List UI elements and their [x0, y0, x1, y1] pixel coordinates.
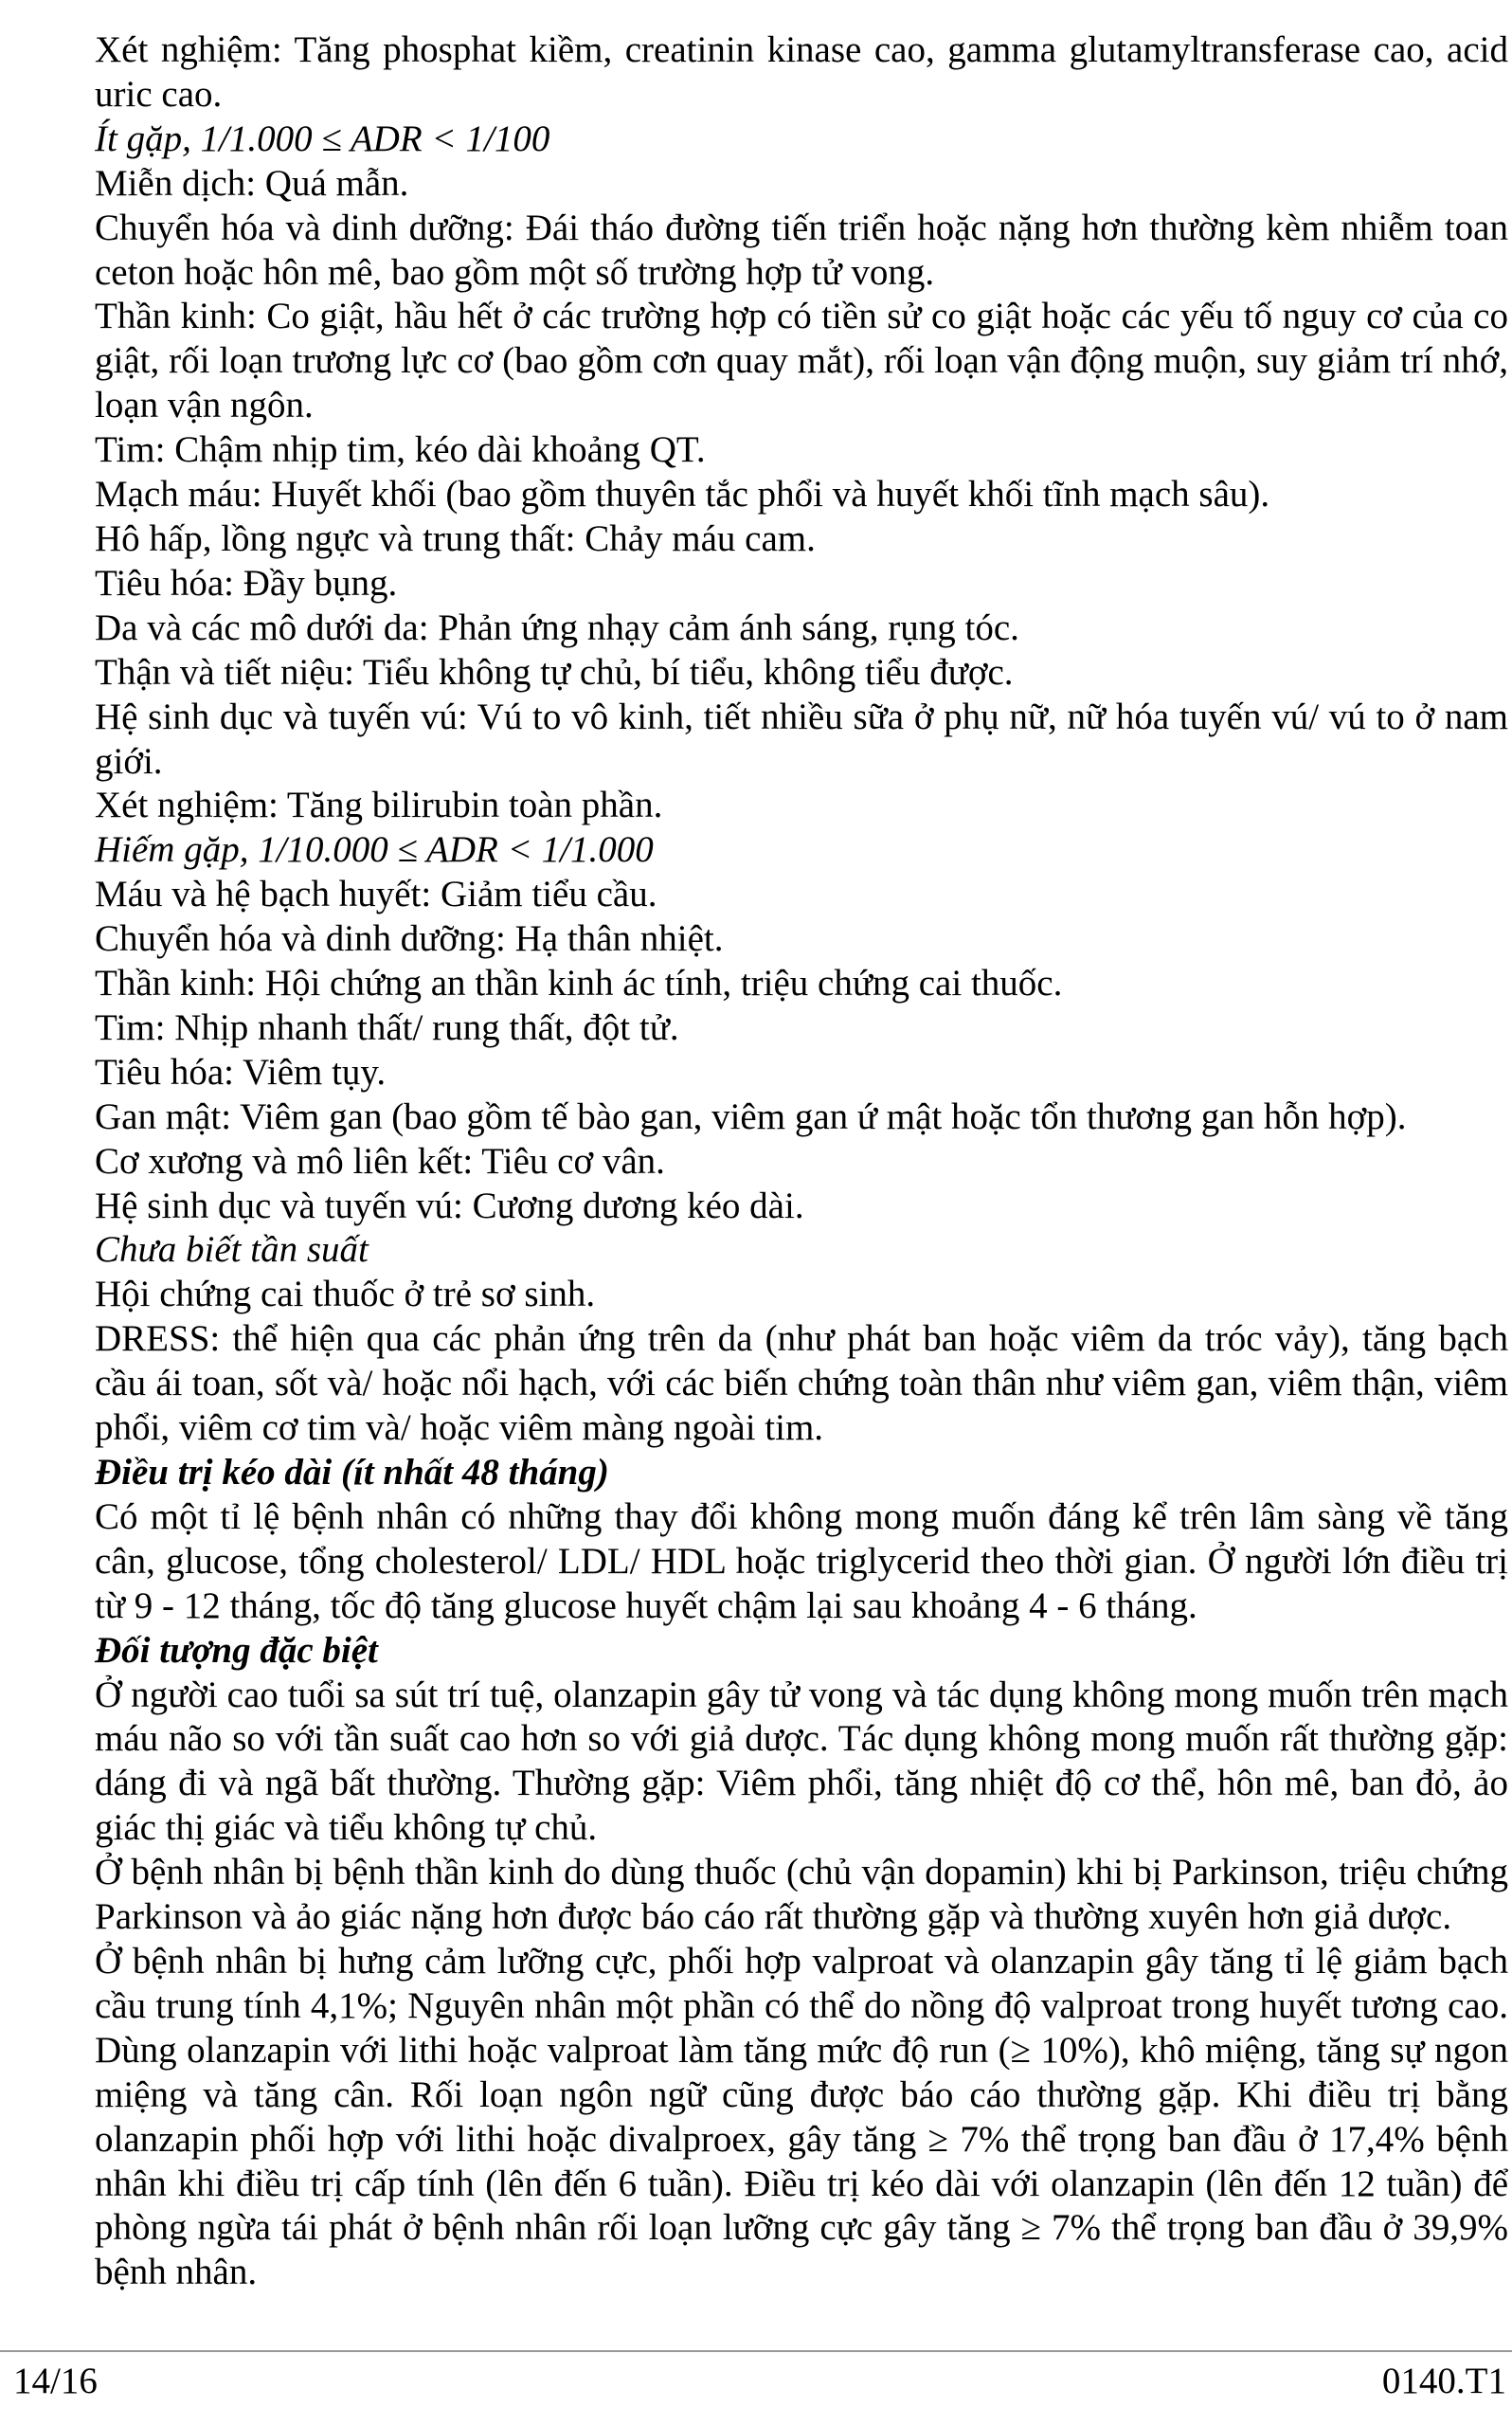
- paragraph: Máu và hệ bạch huyết: Giảm tiểu cầu.: [95, 874, 657, 915]
- paragraph: Da và các mô dưới da: Phản ứng nhạy cảm ánh sáng, rụng tóc.: [95, 606, 1019, 648]
- paragraph: Thần kinh: Hội chứng an thần kinh ác tính, triệu chứng cai thuốc.: [95, 963, 1063, 1005]
- paragraph: Chuyển hóa và dinh dưỡng: Đái tháo đường tiến triển hoặc nặng hơn thường kèm nhiễm toan ceton hoặc hôn mê, bao gồm một số trường hợp tử vong.: [95, 207, 1508, 293]
- frequency-heading: Hiếm gặp, 1/10.000 ≤ ADR < 1/1.000: [95, 829, 654, 871]
- paragraph: Tim: Nhịp nhanh thất/ rung thất, đột tử.: [95, 1006, 679, 1048]
- paragraph: Hệ sinh dục và tuyến vú: Cương dương kéo dài.: [95, 1185, 804, 1226]
- paragraph: Tiêu hóa: Viêm tụy.: [95, 1051, 387, 1093]
- paragraph: DRESS: thể hiện qua các phản ứng trên da (như phát ban hoặc viêm da tróc vảy), tăng bạch cầu ái toan, sốt và/ hoặc nổi hạch, với các biến chứng toàn thân như viêm gan, viêm thận, viêm phổi, viêm cơ tim và/ hoặc viêm màng ngoài tim.: [95, 1318, 1508, 1449]
- paragraph: Xét nghiệm: Tăng bilirubin toàn phần.: [95, 785, 663, 826]
- page-number: 14/16: [13, 2361, 98, 2401]
- paragraph: Tiêu hóa: Đầy bụng.: [95, 562, 398, 604]
- paragraph: Hội chứng cai thuốc ở trẻ sơ sinh.: [95, 1274, 596, 1315]
- paragraph: Ở người cao tuổi sa sút trí tuệ, olanzapin gây tử vong và tác dụng không mong muốn trên mạch máu não so với tần suất cao hơn so với giả dược. Tác dụng không mong muốn rất thường gặp: dáng đi và ngã bất thường. Thường gặp: Viêm phổi, tăng nhiệt độ cơ thể, hôn mê, ban đỏ, ảo giác thị giác và tiểu không tự chủ.: [95, 1674, 1508, 1849]
- paragraph: Xét nghiệm: Tăng phosphat kiềm, creatinin kinase cao, gamma glutamyltransferase cao, acid uric cao.: [95, 29, 1508, 115]
- document-code: 0140.T1: [1381, 2361, 1506, 2401]
- footer-divider: [0, 2350, 1512, 2352]
- paragraph: Thận và tiết niệu: Tiểu không tự chủ, bí tiểu, không tiểu được.: [95, 651, 1014, 693]
- document-body: [95, 28, 1508, 2295]
- section-heading: Đối tượng đặc biệt: [95, 1629, 378, 1671]
- paragraph: Thần kinh: Co giật, hầu hết ở các trường hợp có tiền sử co giật hoặc các yếu tố nguy cơ của co giật, rối loạn trương lực cơ (bao gồm cơn quay mắt), rối loạn vận động muộn, suy giảm trí nhớ, loạn vận ngôn.: [95, 296, 1508, 426]
- paragraph: Cơ xương và mô liên kết: Tiêu cơ vân.: [95, 1140, 665, 1182]
- frequency-heading: Chưa biết tần suất: [95, 1229, 369, 1271]
- paragraph: Ở bệnh nhân bị bệnh thần kinh do dùng thuốc (chủ vận dopamin) khi bị Parkinson, triệu chứng Parkinson và ảo giác nặng hơn được báo cáo rất thường gặp và thường xuyên hơn giả dược.: [95, 1852, 1508, 1938]
- frequency-heading: Ít gặp, 1/1.000 ≤ ADR < 1/100: [95, 118, 550, 159]
- section-heading: Điều trị kéo dài (ít nhất 48 tháng): [95, 1452, 609, 1493]
- paragraph: Ở bệnh nhân bị hưng cảm lưỡng cực, phối hợp valproat và olanzapin gây tăng tỉ lệ giảm bạch cầu trung tính 4,1%; Nguyên nhân một phần có thể do nồng độ valproat trong huyết tương cao. Dùng olanzapin với lithi hoặc valproat làm tăng mức độ run (≥ 10%), khô miệng, tăng sự ngon miệng và tăng cân. Rối loạn ngôn ngữ cũng được báo cáo thường gặp. Khi điều trị bằng olanzapin phối hợp với lithi hoặc divalproex, gây tăng ≥ 7% thể trọng ban đầu ở 17,4% bệnh nhân khi điều trị cấp tính (lên đến 6 tuần). Điều trị kéo dài với olanzapin (lên đến 12 tuần) để phòng ngừa tái phát ở bệnh nhân rối loạn lưỡng cực gây tăng ≥ 7% thể trọng ban đầu ở 39,9% bệnh nhân.: [95, 1940, 1508, 2293]
- paragraph: Hệ sinh dục và tuyến vú: Vú to vô kinh, tiết nhiều sữa ở phụ nữ, nữ hóa tuyến vú/ vú to ở nam giới.: [95, 696, 1508, 782]
- paragraph: Chuyển hóa và dinh dưỡng: Hạ thân nhiệt.: [95, 918, 724, 960]
- paragraph: Mạch máu: Huyết khối (bao gồm thuyên tắc phổi và huyết khối tĩnh mạch sâu).: [95, 474, 1270, 516]
- paragraph: Tim: Chậm nhịp tim, kéo dài khoảng QT.: [95, 429, 706, 471]
- paragraph: Hô hấp, lồng ngực và trung thất: Chảy máu cam.: [95, 517, 816, 559]
- paragraph: Miễn dịch: Quá mẫn.: [95, 162, 409, 204]
- paragraph: Gan mật: Viêm gan (bao gồm tế bào gan, viêm gan ứ mật hoặc tổn thương gan hỗn hợp).: [95, 1095, 1407, 1137]
- paragraph: Có một tỉ lệ bệnh nhân có những thay đổi không mong muốn đáng kể trên lâm sàng về tăng cân, glucose, tổng cholesterol/ LDL/ HDL hoặc triglycerid theo thời gian. Ở người lớn điều trị từ 9 - 12 tháng, tốc độ tăng glucose huyết chậm lại sau khoảng 4 - 6 tháng.: [95, 1495, 1508, 1626]
